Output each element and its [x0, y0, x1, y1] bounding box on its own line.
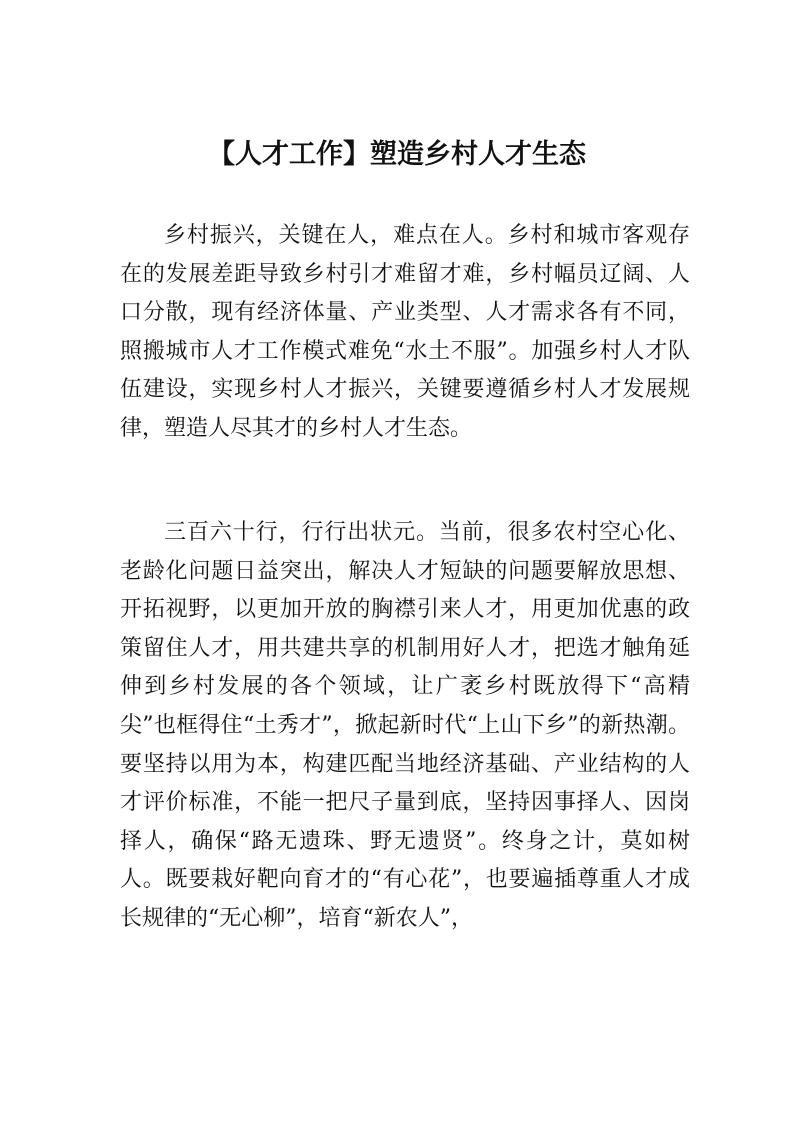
document-title: 【人才工作】塑造乡村人才生态: [208, 139, 586, 170]
paragraph-1: 乡村振兴，关键在人，难点在人。乡村和城市客观存在的发展差距导致乡村引才难留才难，乡村幅员辽阔、人口分散，现有经济体量、产业类型、人才需求各有不同，照搬城市人才工作模式难免“水土不服”。加强乡村人才队伍建设，实现乡村人才振兴，关键要遵循乡村人才发展规律，塑造人尽其才的乡村人才生态。: [120, 223, 690, 441]
paragraph-2: 三百六十行，行行出状元。当前，很多农村空心化、老龄化问题日益突出，解决人才短缺的问题要解放思想、开拓视野，以更加开放的胸襟引来人才，用更加优惠的政策留住人才，用共建共享的机制用好人才，把选才触角延伸到乡村发展的各个领域，让广袤乡村既放得下“高精尖”也框得住“土秀才”，掀起新时代“上山下乡”的新热潮。要坚持以用为本，构建匹配当地经济基础、产业结构的人才评价标准，不能一把尺子量到底，坚持因事择人、因岗择人，确保“路无遗珠、野无遗贤”。终身之计，莫如树人。既要栽好靶向育才的“有心花”，也要遍插尊重人才成长规律的“无心柳”，培育“新农人”，: [120, 520, 690, 931]
